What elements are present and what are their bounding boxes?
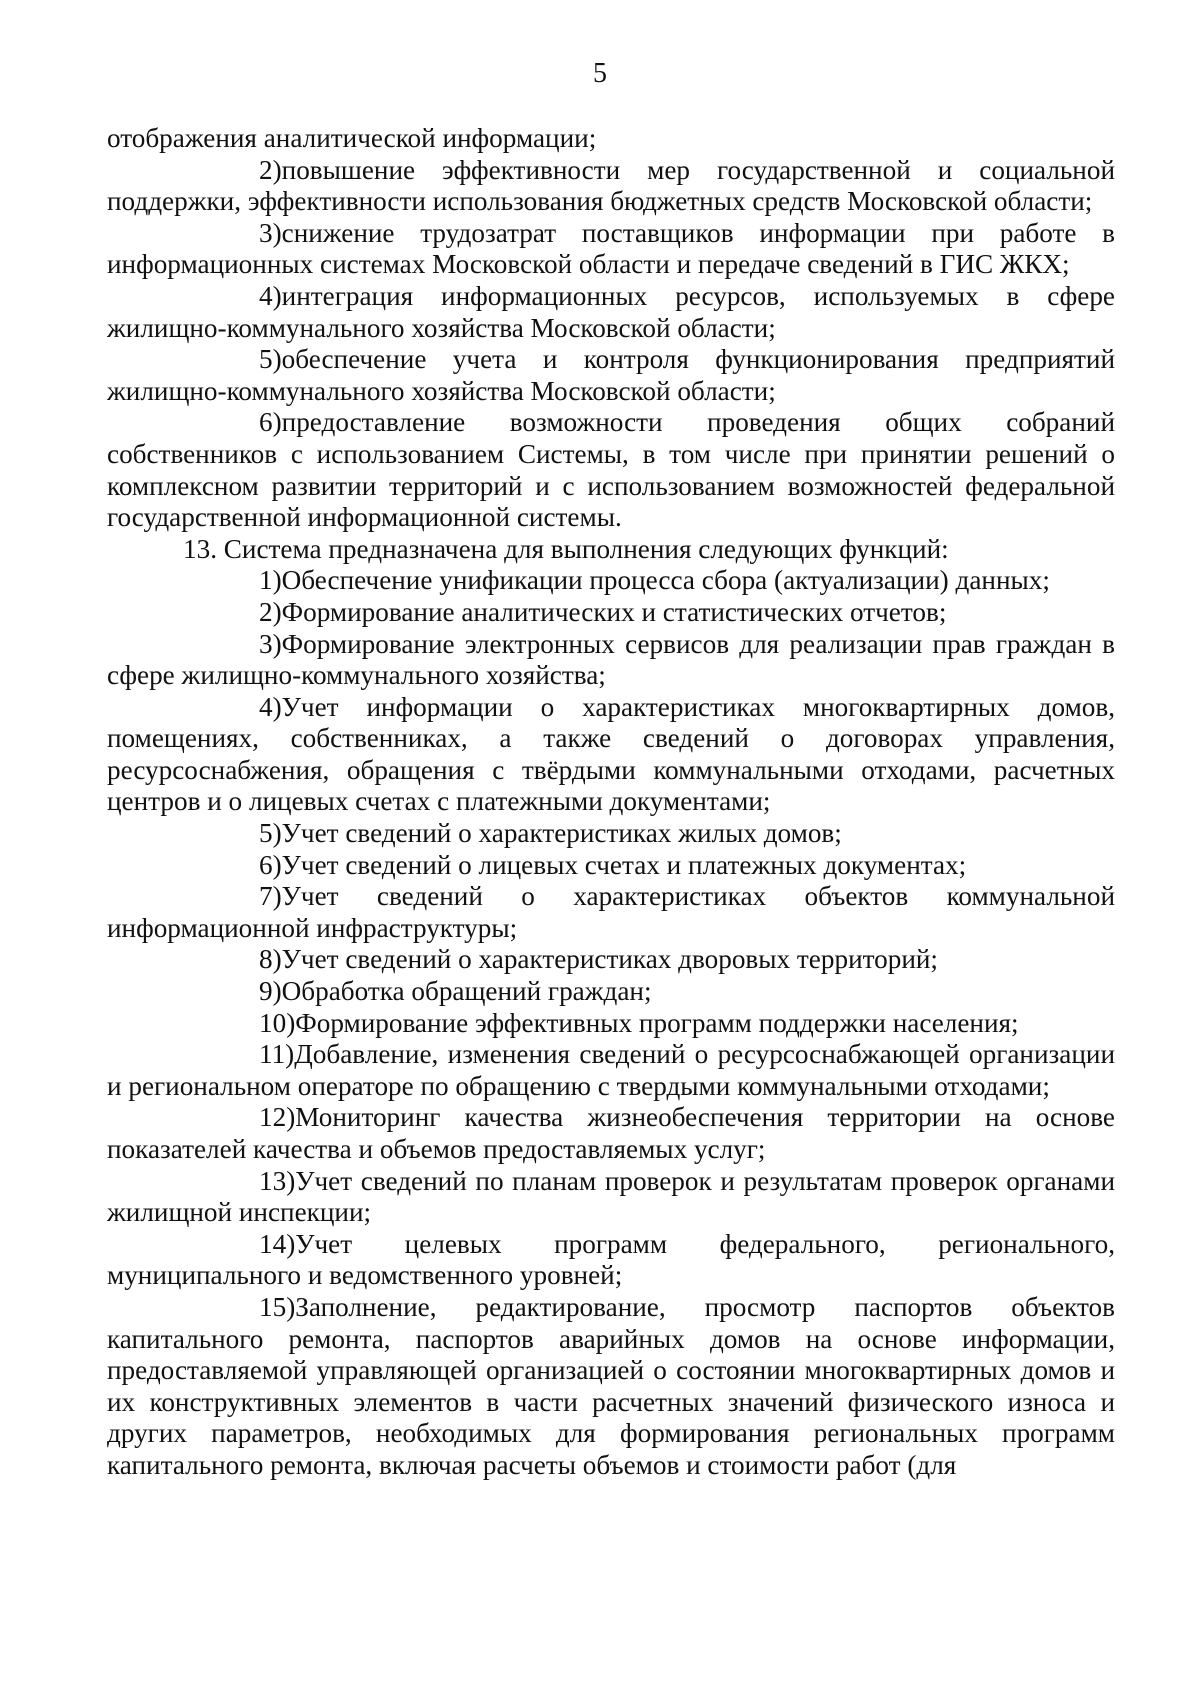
list-item-text: снижение трудозатрат поставщиков информации при работе в информационных системах Московской области и передаче сведений в ГИС ЖКХ; <box>107 217 1115 280</box>
list-item-number: 3) <box>259 628 282 659</box>
list-item-text: интеграция информационных ресурсов, используемых в сфере жилищно-коммунального хозяйства Московской области; <box>107 280 1115 343</box>
list-item <box>107 944 1115 976</box>
list-item <box>107 1166 1115 1229</box>
list-item-number: 7) <box>259 881 282 912</box>
list-item-text: Учет сведений по планам проверок и результатам проверок органами жилищной инспекции; <box>107 1165 1115 1228</box>
paragraph-text: отображения аналитической информации; <box>107 123 597 153</box>
list-item <box>107 218 1115 281</box>
list-item-text: повышение эффективности мер государственной и социальной поддержки, эффективности использования бюджетных средств Московской области; <box>107 154 1115 217</box>
list-item <box>107 629 1115 692</box>
list-item-text: Учет сведений о лицевых счетах и платежных документах; <box>281 849 967 880</box>
list-item <box>107 407 1115 533</box>
list-item-text: Обработка обращений граждан; <box>281 976 652 1007</box>
list-item <box>107 850 1115 882</box>
list-item-text: Учет целевых программ федерального, регионального, муниципального и ведомственного уровней; <box>107 1228 1115 1291</box>
list-item <box>107 692 1115 818</box>
list-item <box>107 597 1115 629</box>
list-item-number: 15) <box>259 1291 296 1322</box>
list-item-text: Формирование аналитических и статистических отчетов; <box>281 596 947 627</box>
list-item-number: 11) <box>259 1039 295 1070</box>
list-item-number: 5) <box>259 818 282 849</box>
list-item-number: 4) <box>259 691 282 722</box>
list-item-text: Учет информации о характеристиках многоквартирных домов, помещениях, собственниках, а также сведений о договорах управления, ресурсоснабжения, обращения с твёрдыми коммунальными отходами, расчетных центров и о лицевых счетах с платежными документами; <box>107 691 1115 817</box>
list-item <box>107 1008 1115 1040</box>
list-item-text: Мониторинг качества жизнеобеспечения территории на основе показателей качества и объемов предоставляемых услуг; <box>107 1102 1115 1164</box>
list-item-number: 10) <box>259 1007 296 1038</box>
list-item <box>107 344 1115 407</box>
list-item-text: Обеспечение унификации процесса сбора (актуализации) данных; <box>281 565 1050 596</box>
list-item-number: 13) <box>259 1165 296 1196</box>
list-item-number: 2) <box>259 596 282 627</box>
list-item-number: 3) <box>259 217 282 248</box>
list-item <box>107 1229 1115 1292</box>
section-heading-text: 13. Система предназначена для выполнения следующих функций: <box>183 533 949 564</box>
list-item-number: 9) <box>259 976 282 1007</box>
list-item <box>107 155 1115 218</box>
list-item <box>107 976 1115 1008</box>
list-item-text: Учет сведений о характеристиках дворовых территорий; <box>281 944 938 975</box>
list-item-number: 4) <box>259 280 282 311</box>
list-item-text: обеспечение учета и контроля функционирования предприятий жилищно-коммунального хозяйства Московской области; <box>107 344 1115 406</box>
paragraph-continuation <box>107 123 1115 155</box>
list-item-number: 12) <box>259 1102 296 1133</box>
list-item <box>107 281 1115 344</box>
list-item-number: 14) <box>259 1228 296 1259</box>
list-item-number: 6) <box>259 849 282 880</box>
page-number: 5 <box>593 58 607 89</box>
list-item-number: 8) <box>259 944 282 975</box>
list-item-text: Учет сведений о характеристиках жилых домов; <box>281 818 842 849</box>
list-item <box>107 881 1115 944</box>
list-item-number: 2) <box>259 154 282 185</box>
list-item-text: Учет сведений о характеристиках объектов коммунальной информационной инфраструктуры; <box>107 881 1115 943</box>
list-item <box>107 565 1115 597</box>
list-item-number: 1) <box>259 565 282 596</box>
list-item-number: 5) <box>259 344 282 375</box>
list-item-text: Заполнение, редактирование, просмотр паспортов объектов капитального ремонта, паспортов аварийных домов на основе информации, предоставляемой управляющей организацией о состоянии многоквартирных домов и их конструктивных элементов в части расчетных значений физического износа и других параметров, необходимых для формирования региональных программ капитального ремонта, включая расчеты объемов и стоимости работ (для <box>107 1291 1115 1480</box>
list-item-text: Формирование эффективных программ поддержки населения; <box>295 1007 1019 1038</box>
list-item-text: Формирование электронных сервисов для реализации прав граждан в сфере жилищно-коммунального хозяйства; <box>107 628 1115 691</box>
list-item <box>107 818 1115 850</box>
list-item <box>107 1292 1115 1482</box>
list-item <box>107 1039 1115 1102</box>
list-item-text: Добавление, изменения сведений о ресурсоснабжающей организации и региональном операторе по обращению с твердыми коммунальными отходами; <box>107 1039 1115 1101</box>
section-heading <box>107 534 1115 566</box>
list-item-text: предоставление возможности проведения общих собраний собственников с использованием Системы, в том числе при принятии решений о комплексном развитии территорий и с использованием возможностей федеральной государственной информационной системы. <box>107 407 1115 533</box>
list-item <box>107 1102 1115 1165</box>
list-item-number: 6) <box>259 407 282 438</box>
document-body <box>107 123 1115 1482</box>
